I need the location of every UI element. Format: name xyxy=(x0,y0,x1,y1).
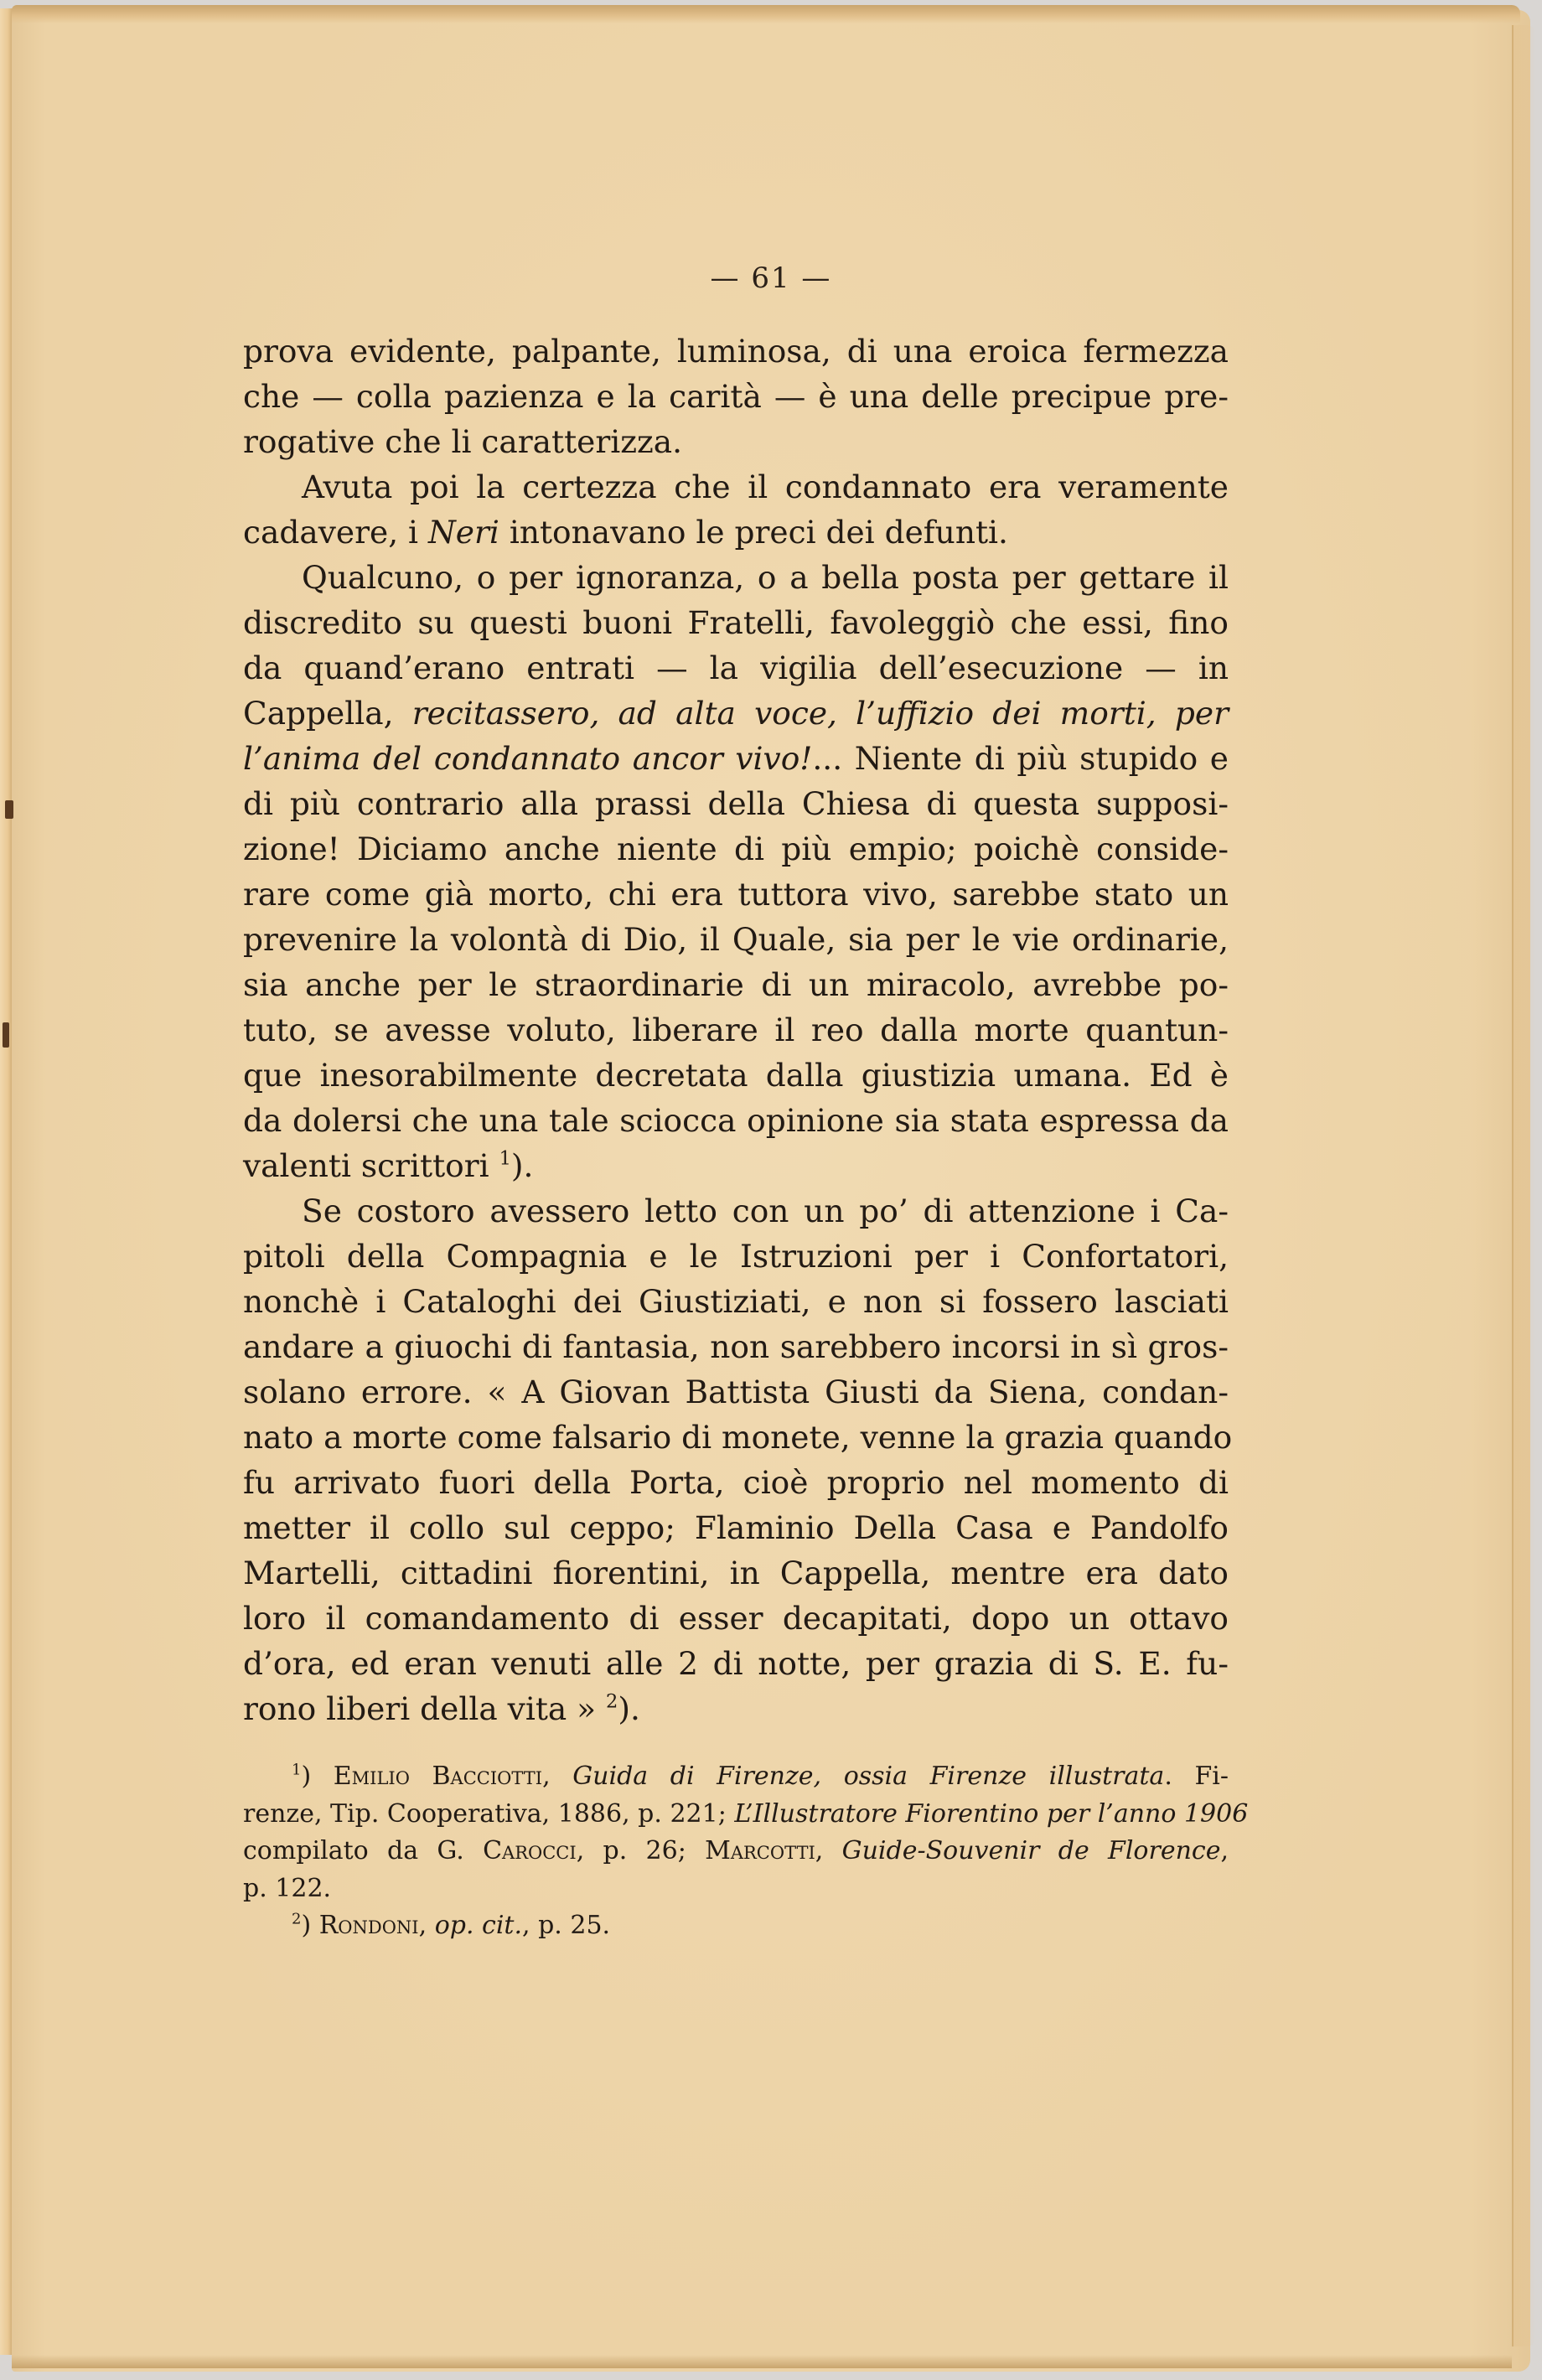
text-run: Avuta poi la certezza che il condannato era veramente xyxy=(302,468,1229,505)
text-run: loro il comandamento di esser decapitati, dopo un ottavo xyxy=(243,1600,1229,1637)
text-run: , p. 25. xyxy=(522,1911,611,1940)
binding-mark-lower xyxy=(3,1022,9,1048)
text-run: fu arrivato fuori della Porta, cioè proprio nel momento di xyxy=(243,1464,1229,1501)
text-run: Martelli, cittadini fiorentini, in Cappella, mentre era dato xyxy=(243,1555,1229,1591)
author-name: Emilio Bacciotti xyxy=(333,1762,543,1791)
text-run: que inesorabilmente decretata dalla giustizia umana. Ed è xyxy=(243,1057,1229,1094)
text-run: da quand’erano entrati — la vigilia dell’esecuzione — in xyxy=(243,649,1229,686)
text-line xyxy=(243,510,1229,555)
text-line xyxy=(243,781,1229,826)
text-line xyxy=(243,1007,1229,1053)
footnote-ref: 1 xyxy=(499,1147,511,1170)
text-line xyxy=(243,1641,1229,1686)
text-run: rare come già morto, chi era tuttora vivo, sarebbe stato un xyxy=(243,876,1229,913)
text-run: metter il collo sul ceppo; Flaminio Della Casa e Pandolfo xyxy=(243,1509,1229,1546)
text-run: ). xyxy=(510,1147,534,1184)
footnote-ref: 2 xyxy=(606,1690,618,1713)
text-run: da dolersi che una tale sciocca opinione sia stata espressa da xyxy=(243,1102,1229,1139)
footnote-line xyxy=(243,1833,1229,1870)
text-run: pitoli della Compagnia e le Istruzioni per i Confortatori, xyxy=(243,1238,1229,1275)
text-line xyxy=(243,1415,1233,1460)
text-line xyxy=(243,329,1229,374)
text-run: Qualcuno, o per ignoranza, o a bella posta per gettare il xyxy=(302,559,1229,596)
text-line xyxy=(243,1324,1229,1369)
text-run: di più contrario alla prassi della Chiesa di questa supposi- xyxy=(243,785,1229,822)
author-name: Rondoni xyxy=(318,1911,419,1940)
text-line xyxy=(243,691,1229,736)
text-run: ) xyxy=(301,1911,319,1940)
text-run: Se costoro avessero letto con un po’ di attenzione i Ca- xyxy=(302,1193,1229,1229)
text-run: , xyxy=(1220,1836,1229,1865)
italic-text: recitassero, ad alta voce, l’uffizio dei morti, per xyxy=(411,695,1229,732)
author-name: Marcotti xyxy=(705,1836,815,1865)
text-line xyxy=(243,1505,1229,1550)
text-line xyxy=(243,1053,1229,1098)
text-run: , xyxy=(418,1911,435,1940)
text-run: zione! Diciamo anche niente di più empio; poichè conside- xyxy=(243,830,1229,867)
footnote-ref: 2 xyxy=(292,1910,302,1928)
text-line xyxy=(243,917,1229,962)
text-run: . Fi- xyxy=(1164,1762,1229,1791)
text-run: , xyxy=(542,1762,573,1791)
text-line xyxy=(243,1686,1229,1731)
text-run: cadavere, i xyxy=(243,514,428,551)
text-run: compilato da G. xyxy=(243,1836,484,1865)
page-top-edge xyxy=(12,5,1520,23)
text-line xyxy=(243,555,1229,600)
text-run: nato a morte come falsario di monete, venne la grazia quando xyxy=(243,1419,1233,1456)
text-run: discredito su questi buoni Fratelli, favoleggiò che essi, fino xyxy=(243,604,1229,641)
text-run: rono liberi della vita » xyxy=(243,1690,607,1727)
text-line xyxy=(243,872,1229,917)
text-run: rogative che li caratterizza. xyxy=(243,423,683,460)
text-run: prevenire la volontà di Dio, il Quale, sia per le vie ordinarie, xyxy=(243,921,1229,958)
text-run: valenti scrittori xyxy=(243,1147,499,1184)
italic-text: l’anima del condannato ancor vivo! xyxy=(243,740,813,777)
footnote-line xyxy=(243,1907,1229,1945)
text-run: che — colla pazienza e la carità — è una delle precipue pre- xyxy=(243,378,1229,415)
page-number: — 61 — xyxy=(710,261,832,295)
body-text xyxy=(243,329,1233,1731)
text-line xyxy=(243,736,1229,781)
footnote-line xyxy=(243,1796,1249,1834)
text-run: sia anche per le straordinarie di un miracolo, avrebbe po- xyxy=(243,966,1229,1003)
footnote-ref: 1 xyxy=(292,1761,302,1779)
text-run: andare a giuochi di fantasia, non sarebbero incorsi in sì gros- xyxy=(243,1328,1229,1365)
text-line xyxy=(243,1234,1229,1279)
text-line xyxy=(243,1188,1229,1234)
text-run: , xyxy=(815,1836,842,1865)
text-run: tuto, se avesse voluto, liberare il reo dalla morte quantun- xyxy=(243,1012,1229,1048)
footnote-line xyxy=(243,1870,1229,1908)
text-line xyxy=(243,1550,1229,1596)
text-line xyxy=(243,419,1229,464)
italic-text: Guide-Souvenir de Florence xyxy=(841,1836,1221,1865)
text-line xyxy=(243,962,1229,1007)
footnote-line xyxy=(243,1758,1229,1796)
text-run: , p. 26; xyxy=(576,1836,706,1865)
text-run: renze, Tip. Cooperativa, 1886, p. 221; xyxy=(243,1798,735,1829)
text-line xyxy=(243,1143,1229,1188)
text-line xyxy=(243,1596,1229,1641)
text-run: nonchè i Cataloghi dei Giustiziati, e non si fossero lasciati xyxy=(243,1283,1229,1320)
text-run: solano errore. « A Giovan Battista Giusti da Siena, condan- xyxy=(243,1374,1229,1410)
text-line xyxy=(243,464,1229,510)
text-run: Cappella, xyxy=(243,695,412,732)
page-bottom-edge xyxy=(12,2355,1512,2368)
text-run: prova evidente, palpante, luminosa, di una eroica fermezza xyxy=(243,333,1229,370)
text-line xyxy=(243,1098,1229,1143)
text-line xyxy=(243,826,1229,872)
author-name: Carocci xyxy=(483,1836,577,1865)
text-run: intonavano le preci dei defunti. xyxy=(499,514,1008,551)
text-run: ). xyxy=(618,1690,640,1727)
text-run: p. 122. xyxy=(243,1873,332,1903)
italic-text: L’Illustratore Fiorentino per l’anno 1906 xyxy=(734,1798,1249,1829)
binding-mark-upper xyxy=(5,800,13,819)
page-fore-edge xyxy=(1512,25,1535,2346)
text-line xyxy=(243,645,1229,691)
text-line xyxy=(243,600,1229,645)
text-line xyxy=(243,1369,1229,1415)
text-run: ... Niente di più stupido e xyxy=(812,740,1229,777)
italic-text: Guida di Firenze, ossia Firenze illustrata xyxy=(572,1762,1165,1791)
text-run: d’ora, ed eran venuti alle 2 di notte, per grazia di S. E. fu- xyxy=(243,1645,1229,1682)
text-line xyxy=(243,1460,1229,1505)
text-run: ) xyxy=(301,1762,334,1791)
italic-text: Neri xyxy=(427,514,499,551)
italic-text: op. cit. xyxy=(434,1911,523,1940)
text-line xyxy=(243,374,1229,419)
text-line xyxy=(243,1279,1229,1324)
footnotes xyxy=(243,1758,1249,1945)
